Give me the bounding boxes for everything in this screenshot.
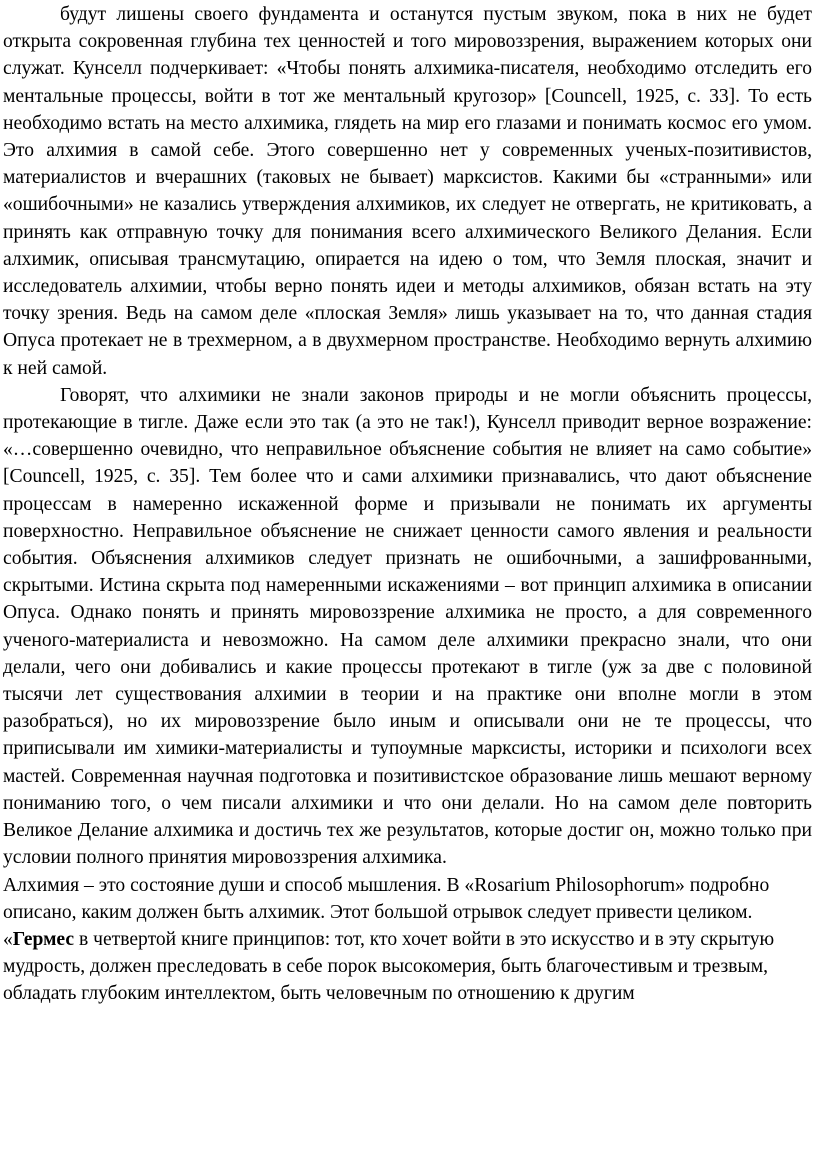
paragraph-3-text: Алхимия – это состояние души и способ мышления. В «Rosarium Philosophorum» подробно описано, каким должен быть алхимик. Этот большой отрывок следует привести целиком. « [3, 874, 770, 950]
paragraph-3-bold-term: Гермес [12, 928, 75, 950]
paragraph-3 [3, 872, 812, 1008]
paragraph-2: Говорят, что алхимики не знали законов природы и не могли объяснить процессы, протекающие в тигле. Даже если это так (а это не так!), Кунселл приводит верное возражение: «…совершенно очевидно, что неправильное объяснение события не влияет на само событие» [Councell, 1925, с. 35]. Тем более что и сами алхимики признавались, что дают объяснение процессам в намеренно искаженной форме и призывали не понимать их аргументы поверхностно. Неправильное объяснение не снижает ценности самого явления и реальности события. Объяснения алхимиков следует признать не ошибочными, а зашифрованными, скрытыми. Истина скрыта под намеренными искажениями – вот принцип алхимика в описании Опуса. Однако понять и принять мировоззрение алхимика не просто, а для современного ученого-материалиста и невозможно. На самом деле алхимики прекрасно знали, что они делали, чего они добивались и какие процессы протекают в тигле (уж за две с половиной тысячи лет существования алхимии в теории и на практике они вполне могли в этом разобраться), но их мировоззрение было иным и описывали они не те процессы, что приписывали им химики-материалисты и тупоумные марксисты, историки и психологи всех мастей. Современная научная подготовка и позитивистское образование лишь мешают верному пониманию того, о чем писали алхимики и что они делали. Но на самом деле повторить Великое Делание алхимика и достичь тех же результатов, которые достиг он, можно только при условии полного принятия мировоззрения алхимика. [3, 384, 812, 869]
paragraph-1: будут лишены своего фундамента и останутся пустым звуком, пока в них не будет открыта сокровенная глубина тех ценностей и того мировоззрения, выражением которых они служат. Кунселл подчеркивает: «Чтобы понять алхимика-писателя, необходимо отследить его ментальные процессы, войти в тот же ментальный кругозор» [Councell, 1925, с. 33]. То есть необходимо встать на место алхимика, глядеть на мир его глазами и понимать космос его умом. Это алхимия в самой себе. Этого совершенно нет у современных ученых-позитивистов, материалистов и вчерашних (таковых не бывает) марксистов. Какими бы «странными» или «ошибочными» не казались утверждения алхимиков, их следует не отвергать, не критиковать, а принять как отправную точку для понимания всего алхимического Великого Делания. Если алхимик, описывая трансмутацию, опирается на идею о том, что Земля плоская, значит и исследователь алхимии, чтобы верно понять идеи и методы алхимиков, обязан встать на эту точку зрения. Ведь на самом деле «плоская Земля» лишь указывает на то, что данная стадия Опуса протекает не в трехмерном, а в двухмерном пространстве. Необходимо вернуть алхимию к ней самой. [3, 4, 812, 379]
paragraph-3-text-after: в четвертой книге принципов: тот, кто хочет войти в это искусство и в эту скрытую мудрость, должен преследовать в себе порок высокомерия, быть благочестивым и трезвым, обладать глубоким интеллектом, быть человечным по отношению к другим [3, 928, 775, 1005]
